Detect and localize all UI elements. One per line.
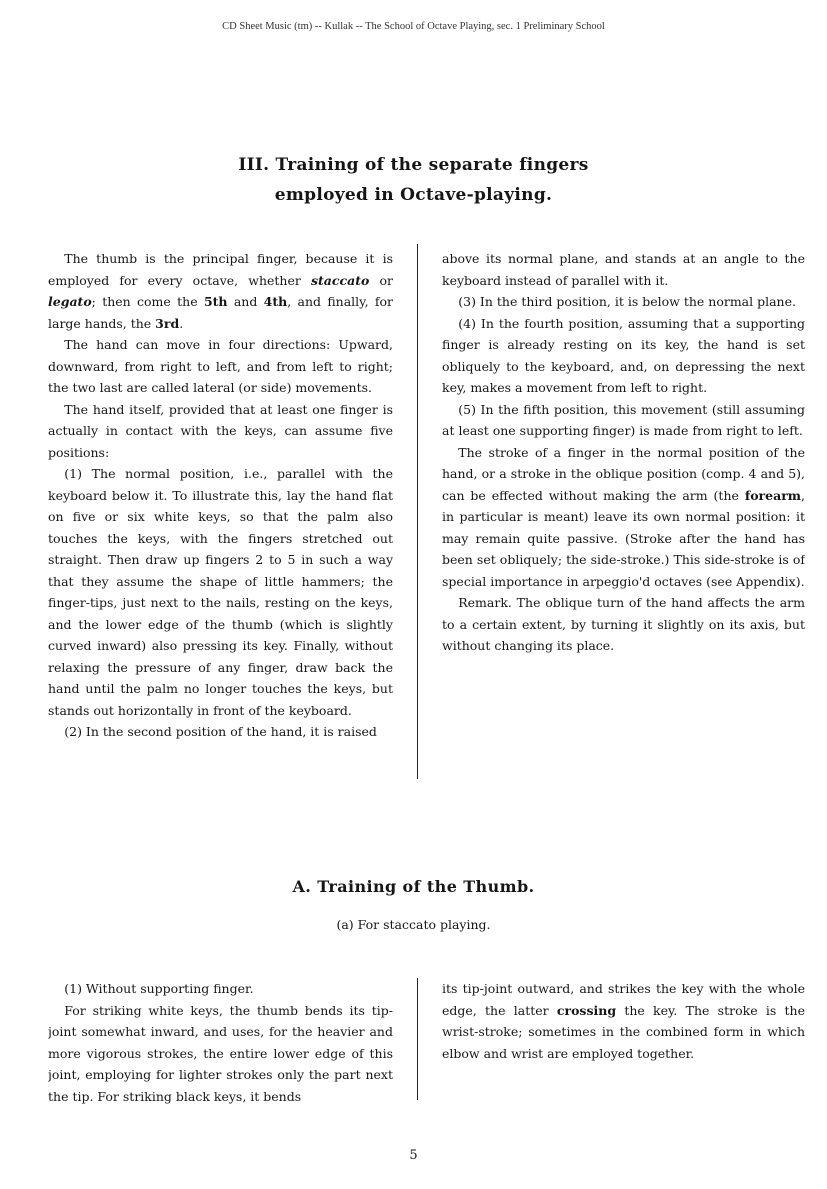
section-title-line-2: employed in Octave-playing. <box>274 185 553 205</box>
column-divider <box>417 978 418 1100</box>
paragraph: The hand itself, provided that at least one finger is actually in contact with the keys, can assume five positions: <box>48 401 393 460</box>
paragraph: The hand can move in four directions: Upward, downward, from right to left, and from left to right; the two last are called lateral (or side) movements. <box>48 337 393 395</box>
paragraph: The thumb is the principal finger, because it is employed for every octave, whether staccato or legato; then come the 5th and 4th, and finally, for large hands, the 3rd. <box>48 251 393 331</box>
section-title <box>0 150 827 210</box>
subsection-subtitle: (a) For staccato playing. <box>336 917 491 932</box>
paragraph: its tip-joint outward, and strikes the key with the whole edge, the latter crossing the key. The stroke is the wrist-stroke; sometimes in the combined form in which elbow and wrist are employed together. <box>442 981 805 1061</box>
paragraph: above its normal plane, and stands at an angle to the keyboard instead of parallel with it. <box>442 251 805 288</box>
paragraph: (2) In the second position of the hand, it is raised <box>64 724 377 739</box>
subsection-title: A. Training of the Thumb. <box>292 877 535 896</box>
paragraph: (5) In the fifth position, this movement (still assuming at least one supporting finger) is made from right to left. <box>442 401 805 438</box>
top-left-column <box>48 248 393 783</box>
section-title-line-1: III. Training of the separate fingers <box>238 155 589 175</box>
paragraph: (1) The normal position, i.e., parallel with the keyboard below it. To illustrate this, lay the hand flat on five or six white keys, so that the palm also touches the keys, with the fingers stretched out straight. Then draw up fingers 2 to 5 in such a way that they assume the shape of little hammers; the finger-tips, just next to the nails, resting on the keys, and the lower edge of the thumb (which is slightly curved inward) also pressing its key. Finally, without relaxing the pressure of any finger, draw back the hand until the palm no longer touches the keys, but stands out horizontally in front of the keyboard. <box>48 466 393 718</box>
bottom-right-column <box>442 978 805 1088</box>
forearm-term: forearm <box>744 487 802 503</box>
paragraph: The stroke of a finger in the normal position of the hand, or a stroke in the oblique position (comp. 4 and 5), can be effected without making the arm (the forearm, in particular is meant) leave its own normal position: it may remain quite passive. (Stroke after the hand has been set obliquely; the side-stroke.) This side-stroke is of special importance in arpeggio'd octaves (see Appendix). <box>442 444 805 589</box>
crossing-term: crossing <box>556 1002 617 1018</box>
paragraph: (1) Without supporting finger. <box>64 981 254 996</box>
bottom-left-column <box>48 978 393 1108</box>
paragraph: (4) In the fourth position, assuming that a supporting finger is already resting on its key, the hand is set obliquely to the keyboard, and, on depressing the next key, makes a movement from left to right. <box>442 315 805 395</box>
paragraph: For striking white keys, the thumb bends its tip-joint somewhat inward, and uses, for the heavier and more vigorous strokes, the entire lower edge of this joint, employing for lighter strokes only the part next the tip. For striking black keys, it bends <box>48 1002 393 1104</box>
legato-term: legato <box>48 294 92 309</box>
remark-paragraph: Remark. The oblique turn of the hand affects the arm to a certain extent, by turning it slightly on its axis, but without changing its place. <box>442 595 805 653</box>
top-right-column <box>442 248 805 748</box>
paragraph: (3) In the third position, it is below the normal plane. <box>458 294 796 309</box>
page-number: 5 <box>409 1148 418 1163</box>
running-header: CD Sheet Music (tm) -- Kullak -- The School of Octave Playing, sec. 1 Preliminary School <box>222 21 605 32</box>
column-divider <box>417 244 418 779</box>
staccato-term: staccato <box>311 272 370 288</box>
